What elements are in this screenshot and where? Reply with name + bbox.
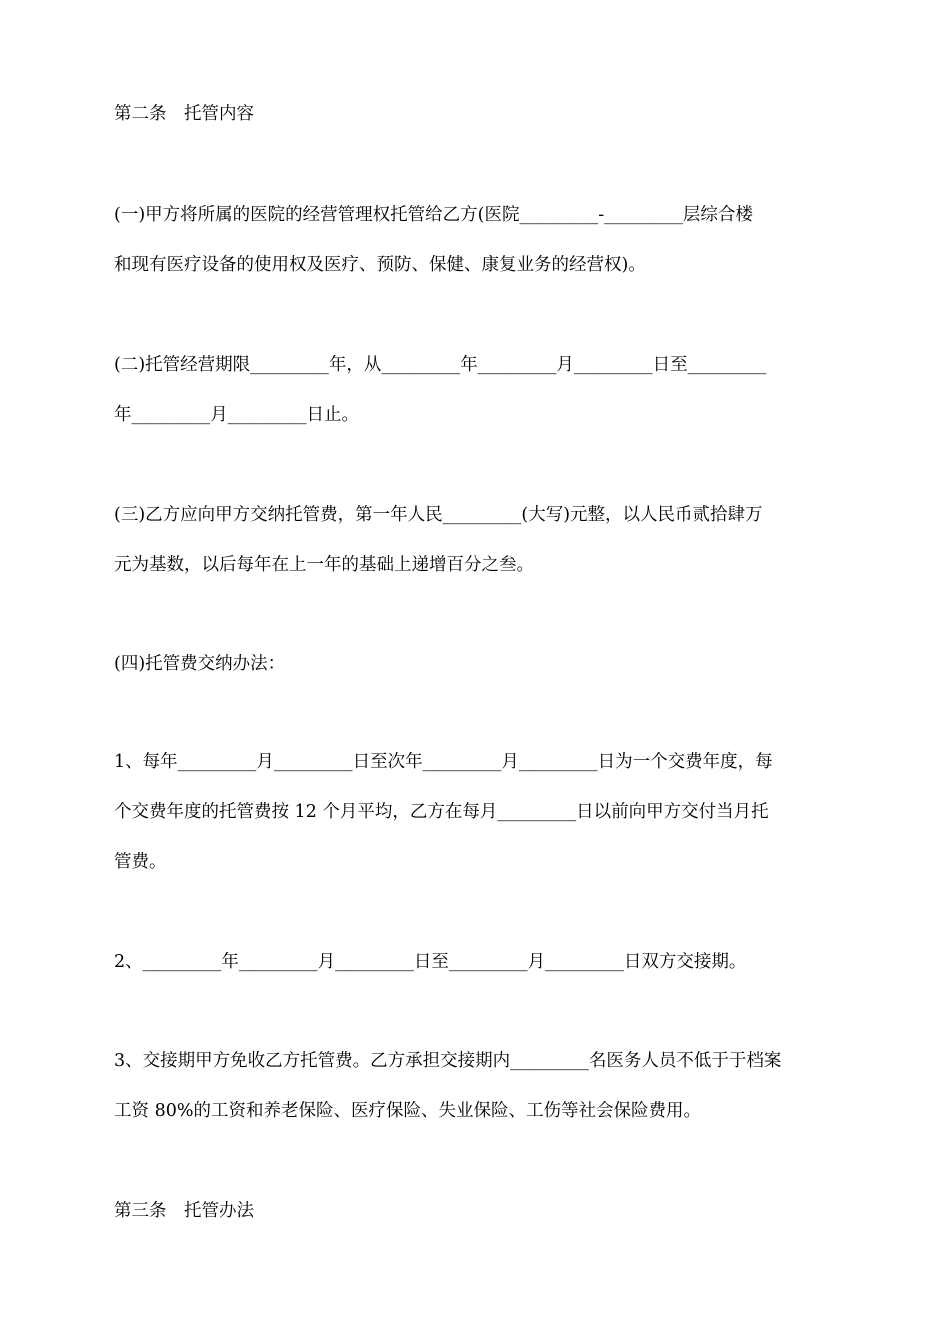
section-3-heading: 第三条 托管办法 — [114, 1201, 254, 1221]
sub-item-1-line-3: 管费。 — [114, 852, 167, 872]
sub-item-3-line-2: 工资 80%的工资和养老保险、医疗保险、失业保险、工伤等社会保险费用。 — [114, 1101, 701, 1121]
sub-item-1-line-2: 个交费年度的托管费按 12 个月平均，乙方在每月_________日以前向甲方交付当月托 — [114, 802, 769, 822]
item-4-heading: (四)托管费交纳办法： — [114, 654, 286, 674]
item-2-line-2: 年_________月_________日止。 — [114, 405, 359, 425]
sub-item-3-line-1: 3、交接期甲方免收乙方托管费。乙方承担交接期内_________名医务人员不低于于档案 — [114, 1051, 782, 1071]
item-1-line-1: (一)甲方将所属的医院的经营管理权托管给乙方(医院_________-_________层综合楼 — [114, 205, 753, 225]
sub-item-1-line-1: 1、每年_________月_________日至次年_________月_________日为一个交费年度，每 — [114, 752, 773, 772]
section-2-heading: 第二条 托管内容 — [114, 104, 254, 124]
item-2-line-1: (二)托管经营期限_________年，从_________年_________月_________日至_________ — [114, 355, 767, 375]
item-3-line-2: 元为基数，以后每年在上一年的基础上递增百分之叁。 — [114, 555, 534, 575]
item-3-line-1: (三)乙方应向甲方交纳托管费，第一年人民_________(大写)元整，以人民币贰拾肆万 — [114, 505, 763, 525]
sub-item-2-line-1: 2、_________年_________月_________日至_________月_________日双方交接期。 — [114, 952, 747, 972]
item-1-line-2: 和现有医疗设备的使用权及医疗、预防、保健、康复业务的经营权)。 — [114, 255, 646, 275]
